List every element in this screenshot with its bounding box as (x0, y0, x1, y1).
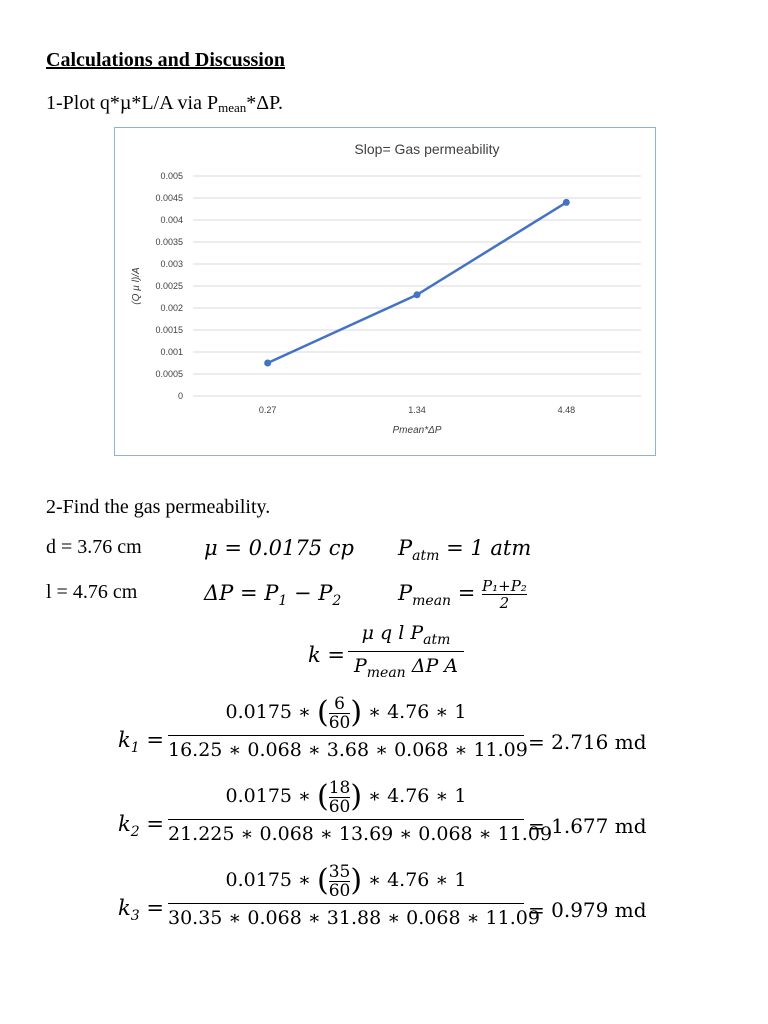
formula-num-text: μ q l P (361, 622, 424, 644)
result-value-text: = 0.979 md (528, 898, 647, 922)
result-denominator: 30.35 ∗ 0.068 ∗ 31.88 ∗ 0.068 ∗ 11.09 (168, 907, 540, 929)
dp-sub2: 2 (332, 593, 342, 609)
y-tick-label: 0.0035 (155, 237, 183, 247)
rate-den: 60 (328, 796, 351, 817)
pmean-fraction (482, 578, 527, 611)
open-paren: ( (317, 695, 329, 730)
num-part-b: ∗ 4.76 ∗ 1 (362, 701, 467, 723)
close-paren: ) (350, 779, 363, 814)
pmean-eq: = (451, 581, 483, 605)
k-sub: 3 (130, 908, 140, 924)
open-paren: ( (317, 779, 329, 814)
y-tick-label: 0.0045 (155, 193, 183, 203)
formula-num-sub: atm (423, 632, 451, 648)
x-tick-label: 1.34 (408, 405, 426, 415)
num-part-b: ∗ 4.76 ∗ 1 (362, 869, 467, 891)
x-tick-label: 4.48 (557, 405, 576, 415)
k-symbol: k (118, 812, 131, 836)
k-label (118, 728, 164, 756)
result-value (528, 898, 647, 922)
rate-fraction (329, 863, 351, 900)
dp-minus: − P (287, 581, 333, 605)
y-tick-label: 0.0025 (155, 281, 183, 291)
rate-fraction (329, 779, 351, 816)
y-tick-label: 0.004 (160, 215, 183, 225)
rate-fraction (329, 695, 351, 732)
given-length: l = 4.76 cm (46, 581, 138, 603)
result-value (528, 814, 647, 838)
num-part-a: 0.0175 ∗ (225, 869, 317, 891)
result-value-text: = 1.677 md (528, 814, 647, 838)
dp-lhs: ΔP = P (204, 581, 279, 605)
result-value (528, 730, 647, 754)
k-symbol: k (118, 728, 131, 752)
section-heading: Calculations and Discussion (46, 49, 285, 71)
given-diameter: d = 3.76 cm (46, 536, 142, 558)
y-tick-label: 0 (177, 391, 183, 401)
y-tick-label: 0.0005 (155, 369, 183, 379)
pmean-symbol: P (398, 581, 413, 605)
result-value-text: = 2.716 md (528, 730, 647, 754)
data-point (563, 199, 570, 206)
num-part-b: ∗ 4.76 ∗ 1 (362, 785, 467, 807)
series-line (268, 202, 567, 363)
chart-svg (115, 128, 655, 455)
data-point (264, 360, 271, 367)
formula-den-text: P (353, 655, 367, 677)
patm-value: = 1 atm (439, 536, 532, 560)
y-tick-label: 0.0015 (155, 325, 183, 335)
formula-numerator (348, 622, 464, 648)
result-fraction (168, 692, 528, 761)
chart-title: Slop= Gas permeability (354, 141, 500, 157)
step2-text: 2-Find the gas permeability. (46, 496, 271, 518)
patm-sub: atm (412, 548, 440, 564)
data-point (414, 291, 421, 298)
k-sub: 2 (130, 824, 140, 840)
rate-num: 6 (334, 693, 345, 714)
k-equals: = (139, 728, 164, 752)
pmean-den: 2 (499, 594, 510, 612)
formula-den-sub: mean (366, 665, 406, 681)
permeability-chart (114, 127, 656, 456)
dp-sub1: 1 (278, 593, 288, 609)
y-tick-label: 0.001 (160, 347, 183, 357)
result-fraction (168, 860, 540, 929)
y-tick-label: 0.005 (160, 171, 183, 181)
num-part-a: 0.0175 ∗ (225, 785, 317, 807)
k-equals: = (139, 896, 164, 920)
y-tick-label: 0.002 (160, 303, 183, 313)
step1-text (46, 92, 283, 116)
rate-num: 35 (328, 861, 351, 882)
x-axis-label: Pmean*ΔP (392, 425, 442, 436)
formula-denominator (348, 655, 464, 681)
step1-prefix: 1-Plot q*µ*L/A via P (46, 92, 219, 114)
result-numerator (168, 860, 524, 900)
close-paren: ) (350, 695, 363, 730)
open-paren: ( (317, 863, 329, 898)
pmean-num: P₁+P₂ (482, 577, 527, 595)
k-label (118, 896, 164, 924)
pmean-sub: mean (412, 593, 452, 609)
step1-suffix: *ΔP. (246, 92, 284, 114)
result-denominator: 21.225 ∗ 0.068 ∗ 13.69 ∗ 0.068 ∗ 11.09 (168, 823, 553, 845)
result-numerator (168, 692, 524, 732)
y-axis-label: (Q µ l)/A (131, 267, 142, 305)
formula-fraction (348, 622, 464, 681)
x-tick-label: 0.27 (258, 405, 277, 415)
given-delta-p (204, 581, 341, 609)
given-patm (398, 536, 531, 564)
patm-symbol: P (398, 536, 413, 560)
y-tick-label: 0.003 (160, 259, 183, 269)
given-viscosity: μ = 0.0175 cp (204, 536, 354, 560)
formula-lhs: k = (308, 643, 345, 667)
rate-den: 60 (328, 712, 351, 733)
given-pmean (398, 578, 527, 611)
rate-num: 18 (328, 777, 351, 798)
k-symbol: k (118, 896, 131, 920)
result-fraction (168, 776, 553, 845)
formula-den-rest: ΔP A (405, 655, 459, 677)
result-numerator (168, 776, 524, 816)
step1-sub: mean (218, 100, 247, 115)
rate-den: 60 (328, 880, 351, 901)
k-equals: = (139, 812, 164, 836)
num-part-a: 0.0175 ∗ (225, 701, 317, 723)
k-sub: 1 (130, 740, 140, 756)
result-denominator: 16.25 ∗ 0.068 ∗ 3.68 ∗ 0.068 ∗ 11.09 (168, 739, 528, 761)
close-paren: ) (350, 863, 363, 898)
k-label (118, 812, 164, 840)
